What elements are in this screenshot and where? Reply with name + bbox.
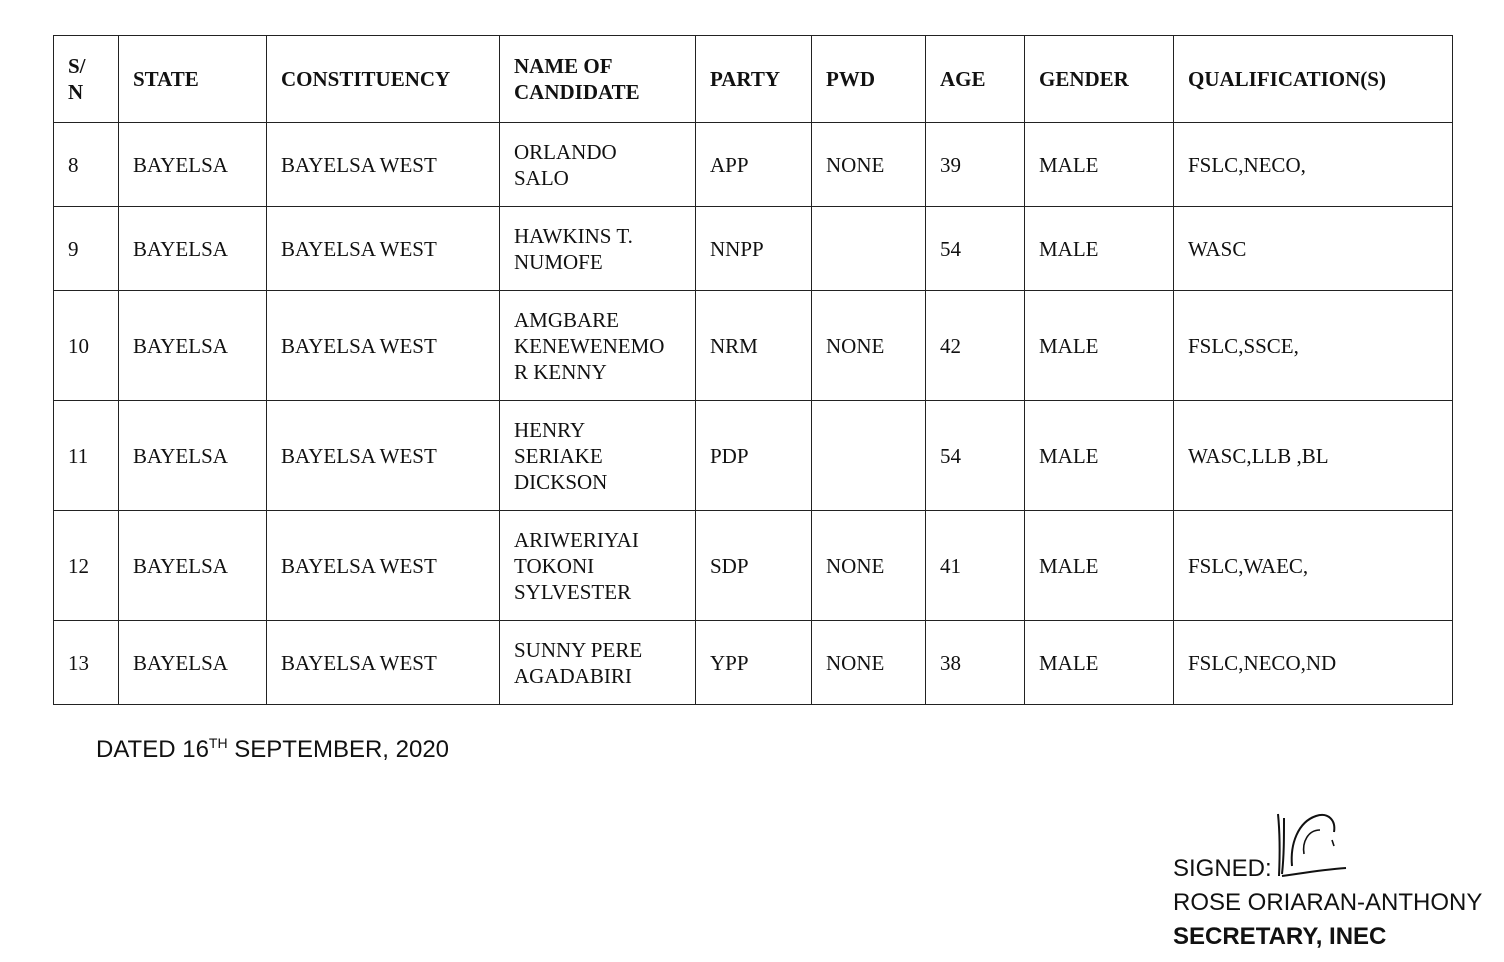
cell-candidate-name: HENRY SERIAKE DICKSON xyxy=(500,401,696,511)
cell-party: NNPP xyxy=(696,207,812,291)
cell-qualifications: FSLC,SSCE, xyxy=(1174,291,1453,401)
cell-pwd: NONE xyxy=(812,123,926,207)
date-ordinal-suffix: TH xyxy=(208,735,228,751)
cell-pwd: NONE xyxy=(812,511,926,621)
cell-party: YPP xyxy=(696,621,812,705)
cell-gender: MALE xyxy=(1025,401,1174,511)
cell-constituency: BAYELSA WEST xyxy=(267,123,500,207)
cell-gender: MALE xyxy=(1025,621,1174,705)
cell-constituency: BAYELSA WEST xyxy=(267,207,500,291)
header-name-of-candidate: NAME OF CANDIDATE xyxy=(500,36,696,123)
header-state: STATE xyxy=(119,36,267,123)
cell-gender: MALE xyxy=(1025,123,1174,207)
cell-party: PDP xyxy=(696,401,812,511)
cell-age: 42 xyxy=(926,291,1025,401)
cell-qualifications: WASC xyxy=(1174,207,1453,291)
cell-constituency: BAYELSA WEST xyxy=(267,511,500,621)
cell-constituency: BAYELSA WEST xyxy=(267,291,500,401)
table-row xyxy=(54,401,1453,511)
cell-candidate-name: HAWKINS T. NUMOFE xyxy=(500,207,696,291)
cell-candidate-name: ARIWERIYAI TOKONI SYLVESTER xyxy=(500,511,696,621)
cell-state: BAYELSA xyxy=(119,207,267,291)
cell-party: APP xyxy=(696,123,812,207)
cell-sn: 11 xyxy=(54,401,119,511)
table-row xyxy=(54,511,1453,621)
cell-sn: 12 xyxy=(54,511,119,621)
cell-pwd xyxy=(812,401,926,511)
table-row xyxy=(54,207,1453,291)
candidates-table xyxy=(53,35,1453,705)
table-row xyxy=(54,123,1453,207)
cell-constituency: BAYELSA WEST xyxy=(267,401,500,511)
cell-party: SDP xyxy=(696,511,812,621)
cell-state: BAYELSA xyxy=(119,401,267,511)
header-sn: S/ N xyxy=(54,36,119,123)
cell-age: 54 xyxy=(926,401,1025,511)
cell-sn: 9 xyxy=(54,207,119,291)
cell-age: 54 xyxy=(926,207,1025,291)
signatory-name: ROSE ORIARAN-ANTHONY xyxy=(1173,889,1483,916)
signatory-title: SECRETARY, INEC xyxy=(1173,923,1387,950)
header-gender: GENDER xyxy=(1025,36,1174,123)
header-qualifications: QUALIFICATION(S) xyxy=(1174,36,1453,123)
cell-qualifications: WASC,LLB ,BL xyxy=(1174,401,1453,511)
cell-state: BAYELSA xyxy=(119,291,267,401)
date-line xyxy=(96,736,449,764)
header-constituency: CONSTITUENCY xyxy=(267,36,500,123)
date-suffix: SEPTEMBER, 2020 xyxy=(227,736,450,763)
signature-block xyxy=(1173,852,1482,954)
cell-state: BAYELSA xyxy=(119,511,267,621)
cell-gender: MALE xyxy=(1025,291,1174,401)
cell-constituency: BAYELSA WEST xyxy=(267,621,500,705)
header-party: PARTY xyxy=(696,36,812,123)
cell-pwd: NONE xyxy=(812,621,926,705)
header-row xyxy=(54,36,1453,123)
table-row xyxy=(54,291,1453,401)
cell-sn: 10 xyxy=(54,291,119,401)
cell-gender: MALE xyxy=(1025,511,1174,621)
header-pwd: PWD xyxy=(812,36,926,123)
cell-age: 39 xyxy=(926,123,1025,207)
cell-sn: 13 xyxy=(54,621,119,705)
date-prefix: DATED 16 xyxy=(96,736,209,763)
cell-state: BAYELSA xyxy=(119,621,267,705)
cell-state: BAYELSA xyxy=(119,123,267,207)
cell-pwd xyxy=(812,207,926,291)
cell-qualifications: FSLC,NECO,ND xyxy=(1174,621,1453,705)
cell-candidate-name: AMGBARE KENEWENEMO R KENNY xyxy=(500,291,696,401)
cell-party: NRM xyxy=(696,291,812,401)
cell-age: 38 xyxy=(926,621,1025,705)
cell-gender: MALE xyxy=(1025,207,1174,291)
header-age: AGE xyxy=(926,36,1025,123)
cell-age: 41 xyxy=(926,511,1025,621)
cell-qualifications: FSLC,NECO, xyxy=(1174,123,1453,207)
signed-label: SIGNED: xyxy=(1173,855,1272,882)
cell-qualifications: FSLC,WAEC, xyxy=(1174,511,1453,621)
cell-candidate-name: SUNNY PERE AGADABIRI xyxy=(500,621,696,705)
cell-sn: 8 xyxy=(54,123,119,207)
table-row xyxy=(54,621,1453,705)
cell-candidate-name: ORLANDO SALO xyxy=(500,123,696,207)
cell-pwd: NONE xyxy=(812,291,926,401)
